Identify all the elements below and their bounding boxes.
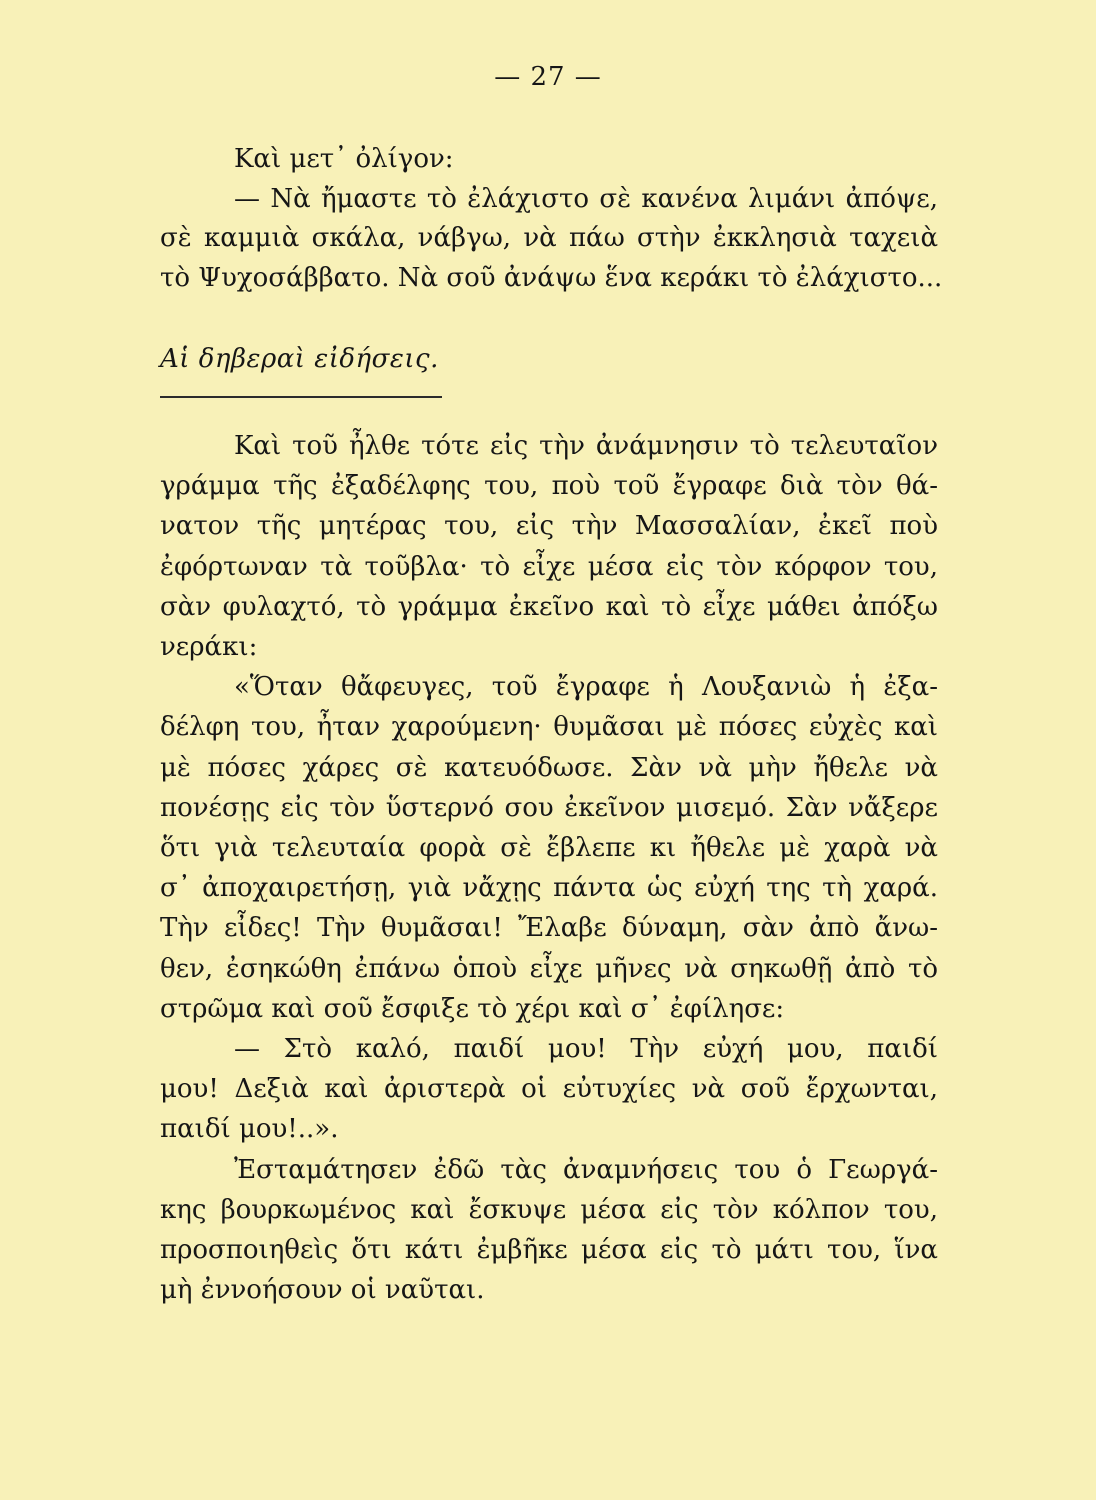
text-line: Τὴν εἶδες! Τὴν θυμᾶσαι! Ἔλαβε δύναμη, σὰν ἀπὸ ἄνω- (160, 913, 938, 944)
text-line: προσποιηθεὶς ὅτι κάτι ἐμβῆκε μέσα εἰς τὸ μάτι του, ἵνα (160, 1235, 938, 1266)
text-line: πονέσῃς εἰς τὸν ὕστερνό σου ἐκεῖνον μισεμό. Σὰν νἄξερε (160, 792, 938, 823)
text-line: μὴ ἐννοήσουν οἱ ναῦται. (160, 1275, 485, 1306)
text-line: μου! Δεξιὰ καὶ ἀριστερὰ οἱ εὐτυχίες νὰ σοῦ ἔρχωνται, (160, 1074, 938, 1105)
text-line: δέλφη του, ἦταν χαρούμενη· θυμᾶσαι μὲ πόσες εὐχὲς καὶ (160, 712, 938, 743)
text-line: γράμμα τῆς ἐξαδέλφης του, ποὺ τοῦ ἔγραφε διὰ τὸν θά- (160, 471, 938, 502)
text-line: παιδί μου!..». (160, 1114, 339, 1145)
text-line: θεν, ἐσηκώθη ἐπάνω ὁποὺ εἶχε μῆνες νὰ σηκωθῇ ἀπὸ τὸ (160, 953, 938, 984)
text-line: κης βουρκωμένος καὶ ἔσκυψε μέσα εἰς τὸν κόλπον του, (160, 1194, 938, 1225)
text-line: σὲ καμμιὰ σκάλα, νάβγω, νὰ πάω στὴν ἐκκλησιὰ ταχειὰ (160, 223, 938, 253)
text-line: «Ὅταν θἄφευγες, τοῦ ἔγραφε ἡ Λουξανιὼ ἡ ἐξα- (234, 672, 938, 703)
heading-underline (160, 396, 442, 398)
page-number: — 27 — (494, 62, 602, 92)
text-line: σ᾽ ἀποχαιρετήσῃ, γιὰ νἄχῃς πάντα ὡς εὐχή της τὴ χαρά. (160, 873, 938, 904)
text-line: νεράκι: (160, 632, 258, 663)
text-line: τὸ Ψυχοσάββατο. Νὰ σοῦ ἀνάψω ἕνα κεράκι τὸ ἐλάχιστο... (160, 262, 943, 293)
text-line: Ἐσταμάτησεν ἐδῶ τὰς ἀναμνήσεις του ὁ Γεωργά- (234, 1154, 938, 1185)
text-line: νατον τῆς μητέρας του, εἰς τὴν Μασσαλίαν, ἐκεῖ ποὺ (160, 511, 938, 542)
text-line: σὰν φυλαχτό, τὸ γράμμα ἐκεῖνο καὶ τὸ εἶχε μάθει ἀπόξω (160, 591, 938, 622)
text-line: Καὶ τοῦ ἦλθε τότε εἰς τὴν ἀνάμνησιν τὸ τελευταῖον (234, 431, 938, 461)
text-line: ἐφόρτωναν τὰ τοῦβλα· τὸ εἶχε μέσα εἰς τὸν κόρφον του, (160, 551, 938, 582)
section-heading: Αἱ δηβεραὶ εἰδήσεις. (160, 344, 439, 374)
lower-paragraphs (160, 426, 938, 1310)
text-line: ὅτι γιὰ τελευταία φορὰ σὲ ἔβλεπε κι ἤθελε μὲ χαρὰ νὰ (160, 833, 938, 864)
text-line: στρῶμα καὶ σοῦ ἔσφιξε τὸ χέρι καὶ σ᾽ ἐφίλησε: (160, 993, 785, 1024)
text-line: μὲ πόσες χάρες σὲ κατευόδωσε. Σὰν νὰ μὴν ἤθελε νὰ (160, 752, 938, 783)
text-line: — Νὰ ἤμαστε τὸ ἐλάχιστο σὲ κανένα λιμάνι ἀπόψε, (234, 183, 938, 214)
upper-paragraphs (160, 140, 943, 298)
text-line: Καὶ μετ᾽ ὀλίγον: (234, 144, 454, 174)
text-line: — Στὸ καλό, παιδί μου! Τὴν εὐχή μου, παιδί (234, 1034, 938, 1065)
